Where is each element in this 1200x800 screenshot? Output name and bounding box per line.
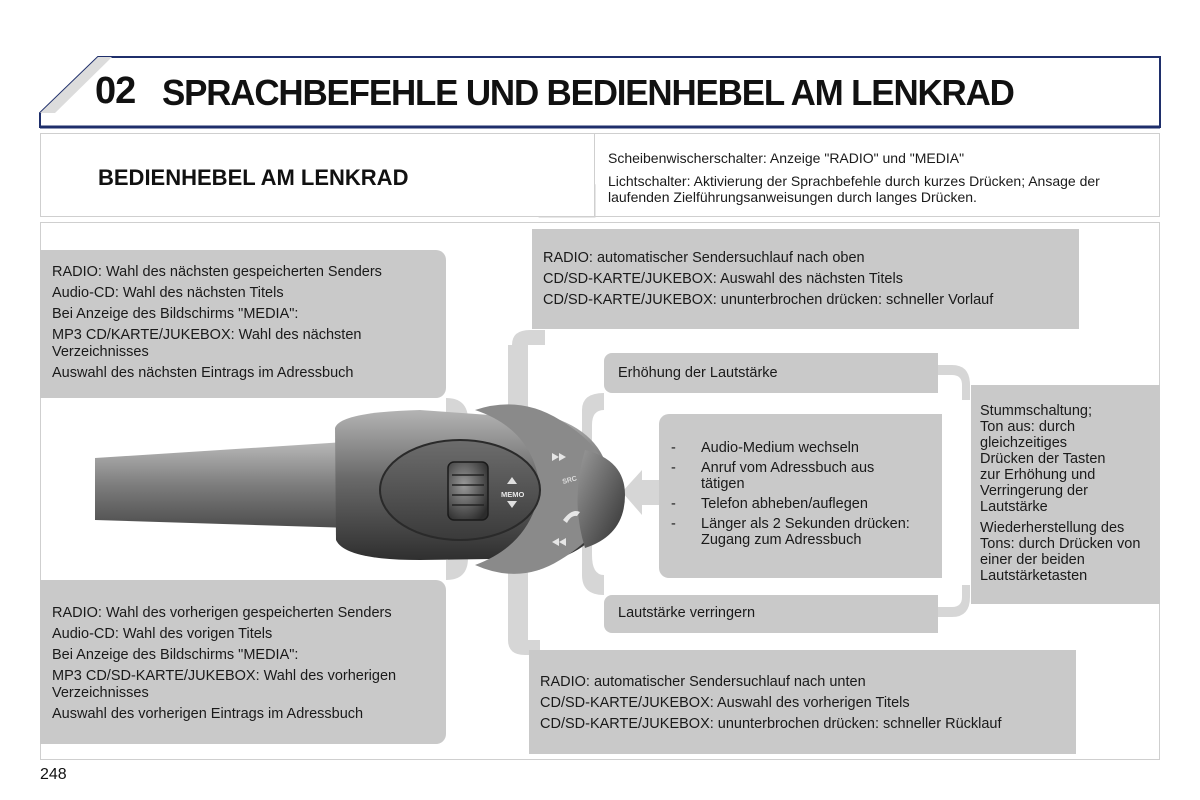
callout-src-button xyxy=(659,414,942,578)
light-switch-description: Lichtschalter: Aktivierung der Sprachbefehle durch kurzes Drücken; Ansage der laufenden Zielführungsanweisungen durch langes Drücken. xyxy=(608,173,1100,205)
callout-line: RADIO: Wahl des vorherigen gespeicherten Senders xyxy=(52,605,392,621)
callout-line: CD/SD-KARTE/JUKEBOX: ununterbrochen drücken: schneller Rücklauf xyxy=(540,716,1002,732)
callout-line: Audio-CD: Wahl des nächsten Titels xyxy=(52,285,284,301)
section-description xyxy=(608,150,1156,212)
callout-volume-up: Erhöhung der Lautstärke xyxy=(604,353,938,393)
callout-bottom-left xyxy=(40,580,446,744)
callout-line: Bei Anzeige des Bildschirms "MEDIA": xyxy=(52,647,299,663)
callout-line: RADIO: Wahl des nächsten gespeicherten Senders xyxy=(52,264,382,280)
chapter-number: 02 xyxy=(95,70,136,112)
callout-line: RADIO: automatischer Sendersuchlauf nach unten xyxy=(540,674,866,690)
callout-volume-down: Lautstärke verringern xyxy=(604,595,938,633)
callout-line: Auswahl des nächsten Eintrags im Adressbuch xyxy=(52,365,354,381)
mute-description: Stummschaltung; Ton aus: durch gleichzeitiges Drücken der Tasten zur Erhöhung und Verringerung der Lautstärke xyxy=(980,403,1106,515)
callout-line: CD/SD-KARTE/JUKEBOX: ununterbrochen drücken: schneller Vorlauf xyxy=(543,292,994,308)
callout-line: MP3 CD/SD-KARTE/JUKEBOX: Wahl des vorherigen Verzeichnisses xyxy=(52,668,397,701)
list-item: - Länger als 2 Sekunden drücken: Zugang zum Adressbuch xyxy=(671,516,941,548)
callout-top-right xyxy=(532,229,1079,329)
callout-line: CD/SD-KARTE/JUKEBOX: Auswahl des vorherigen Titels xyxy=(540,695,910,711)
list-item: - Audio-Medium wechseln xyxy=(671,440,941,456)
section-title: BEDIENHEBEL AM LENKRAD xyxy=(98,165,409,190)
page-number: 248 xyxy=(40,766,67,783)
memo-label: MEMO xyxy=(501,490,525,499)
callout-top-left xyxy=(40,250,446,398)
callout-line: MP3 CD/KARTE/JUKEBOX: Wahl des nächsten Verzeichnisses xyxy=(52,327,362,360)
callout-line: RADIO: automatischer Sendersuchlauf nach oben xyxy=(543,250,865,266)
callout-line: Audio-CD: Wahl des vorigen Titels xyxy=(52,626,273,642)
chapter-title: SPRACHBEFEHLE UND BEDIENHEBEL AM LENKRAD xyxy=(162,72,1014,113)
src-label: SRC xyxy=(561,475,578,486)
wiper-switch-description: Scheibenwischerschalter: Anzeige "RADIO" und "MEDIA" xyxy=(608,150,965,166)
list-item: - Anruf vom Adressbuch aus tätigen xyxy=(671,460,906,492)
callout-line: Auswahl des vorherigen Eintrags im Adressbuch xyxy=(52,706,364,722)
callout-line: Bei Anzeige des Bildschirms "MEDIA": xyxy=(52,306,299,322)
callout-bottom-right xyxy=(529,650,1076,754)
unmute-description: Wiederherstellung des Tons: durch Drücken von einer der beiden Lautstärketasten xyxy=(980,520,1141,584)
list-item: - Telefon abheben/auflegen xyxy=(671,496,941,512)
callout-line: CD/SD-KARTE/JUKEBOX: Auswahl des nächsten Titels xyxy=(543,271,903,287)
callout-mute xyxy=(971,385,1160,604)
src-function-list xyxy=(671,440,942,548)
